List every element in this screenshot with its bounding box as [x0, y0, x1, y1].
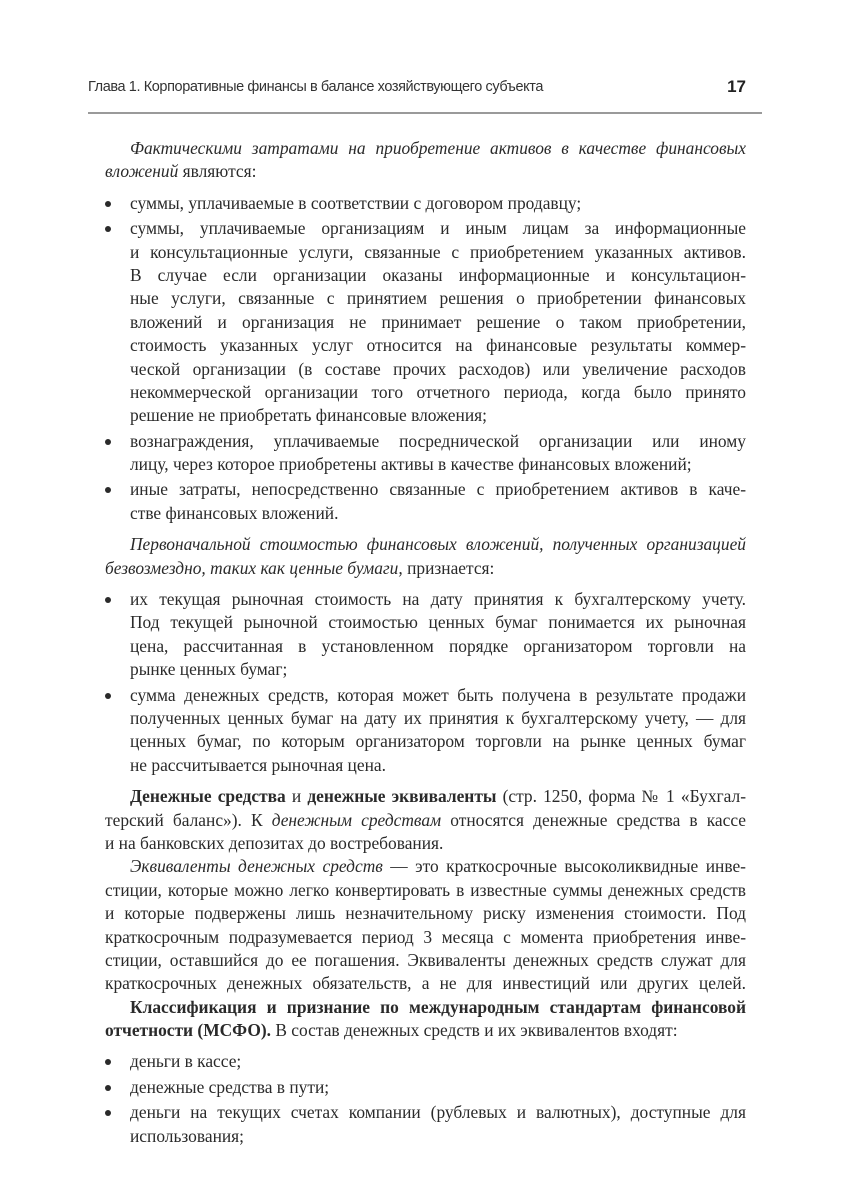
text-span: стиции, которые можно легко конвертировать в известные суммы денежных средств: [105, 879, 746, 900]
bullet-item: [105, 1050, 746, 1073]
bullet-item: [105, 588, 746, 682]
text-span: (стр. 1250, форма № 1 «Бухгал-: [496, 786, 746, 807]
text-span: цена, рассчитанная в установленном порядке организатором торговли на: [130, 635, 746, 656]
bullet-icon: [105, 1110, 111, 1116]
text-line: [105, 996, 746, 1019]
paragraph: [105, 785, 746, 855]
running-header: [88, 76, 762, 114]
text-line: [105, 902, 746, 925]
text-line: [105, 926, 746, 949]
text-line: [130, 1050, 746, 1073]
chapter-title: Глава 1. Корпоративные финансы в балансе хозяйствующего субъекта: [88, 79, 543, 95]
text-line: [105, 972, 746, 995]
text-span: некоммерческой организации того отчетного периода, когда было принято: [130, 381, 746, 402]
bullet-icon: [105, 201, 111, 207]
bullet-item: [105, 1076, 746, 1099]
text-line: [105, 1019, 746, 1042]
text-line: [105, 137, 746, 160]
text-span: Под текущей рыночной стоимостью ценных бумаг понимается их рыночная: [130, 612, 746, 633]
bullet-item: [105, 192, 746, 215]
text-span: вознаграждения, уплачиваемые посреднической организации или иному: [130, 430, 746, 451]
text-line: [130, 217, 746, 240]
bullet-icon: [105, 226, 111, 232]
text-span: относятся денежные средства в кассе: [441, 809, 747, 830]
text-line: [130, 241, 746, 264]
text-line: [130, 334, 746, 357]
text-span: не рассчитывается рыночная цена.: [130, 754, 386, 775]
text-line: [130, 1125, 746, 1148]
text-span: полученных ценных бумаг на дату их принятия к бухгалтерскому учету, — для: [130, 707, 746, 728]
text-span: признается:: [402, 557, 495, 578]
bullet-item: [105, 1101, 746, 1148]
bullet-item: [105, 430, 746, 477]
italic-term: денежным средствам: [271, 809, 442, 830]
text-span: сумма денежных средств, которая может быть получена в результате продажи: [130, 684, 746, 705]
text-line: [130, 453, 746, 476]
text-span: решение не приобретать финансовые вложения;: [130, 405, 487, 426]
text-span: — это краткосрочные высоколиквидные инве-: [382, 856, 746, 877]
text-line: [105, 557, 746, 580]
text-line: [130, 658, 746, 681]
text-span: и консультационные услуги, связанные с приобретением указанных активов.: [130, 241, 746, 262]
paragraph: [105, 137, 746, 184]
italic-term: Первоначальной стоимостью финансовых вложений, полученных организацией: [130, 534, 746, 555]
italic-term: вложений: [105, 161, 179, 182]
text-span: вложений и организация не принимает решение о таком приобретении,: [130, 311, 746, 332]
text-line: [105, 533, 746, 556]
page-body: [105, 137, 746, 1148]
text-line: [130, 381, 746, 404]
text-line: [105, 949, 746, 972]
text-line: [130, 1101, 746, 1124]
text-span: являются:: [178, 161, 257, 182]
text-span: ческой организации (в составе прочих расходов) или увеличение расходов: [130, 358, 746, 379]
italic-term: Эквиваленты денежных средств: [130, 856, 383, 877]
text-line: [130, 478, 746, 501]
text-span: их текущая рыночная стоимость на дату принятия к бухгалтерскому учету.: [130, 589, 746, 610]
bold-term: отчетности (МСФО).: [105, 1020, 272, 1041]
paragraph: [105, 855, 746, 995]
page-number: 17: [727, 77, 746, 96]
text-span: и на банковских депозитах до востребования.: [105, 832, 444, 853]
text-span: В случае если организации оказаны информационные и консультацион-: [130, 264, 746, 285]
text-line: [130, 707, 746, 730]
text-line: [130, 311, 746, 334]
text-span: денежные средства в пути;: [130, 1076, 330, 1097]
text-line: [130, 730, 746, 753]
text-line: [130, 502, 746, 525]
text-span: лицу, через которое приобретены активы в качестве финансовых вложений;: [130, 454, 692, 475]
text-span: иные затраты, непосредственно связанные с приобретением активов в каче-: [130, 479, 746, 500]
text-span: суммы, уплачиваемые организациям и иным лицам за информационные: [130, 218, 746, 239]
text-line: [130, 358, 746, 381]
text-span: краткосрочных денежных обязательств, а не для инвестиций или других целей.: [105, 973, 746, 994]
text-span: ные услуги, связанные с принятием решения о приобретении финансовых: [130, 288, 746, 309]
text-line: [130, 611, 746, 634]
text-span: суммы, уплачиваемые в соответствии с договором продавцу;: [130, 192, 582, 213]
text-line: [105, 160, 746, 183]
text-line: [105, 855, 746, 878]
text-line: [130, 264, 746, 287]
text-span: деньги в кассе;: [130, 1051, 242, 1072]
bullet-item: [105, 684, 746, 778]
text-span: краткосрочным подразумевается период 3 месяца с момента приобретения инве-: [105, 926, 746, 947]
bullet-icon: [105, 487, 111, 493]
bullet-icon: [105, 693, 111, 699]
text-span: стиции, оставшийся до ее погашения. Эквиваленты денежных средств служат для: [105, 949, 746, 970]
text-line: [130, 1076, 746, 1099]
text-span: рынке ценных бумаг;: [130, 659, 288, 680]
bold-term: Денежные средства: [130, 786, 286, 807]
text-span: ценных бумаг, по которым организатором торговли на рынке ценных бумаг: [130, 731, 746, 752]
bullet-item: [105, 478, 746, 525]
text-span: стве финансовых вложений.: [130, 502, 339, 523]
text-span: В состав денежных средств и их эквивалентов входят:: [271, 1020, 678, 1041]
bullet-icon: [105, 597, 111, 603]
bullet-item: [105, 217, 746, 428]
text-line: [130, 754, 746, 777]
paragraph: [105, 533, 746, 580]
text-line: [105, 785, 746, 808]
bullet-icon: [105, 439, 111, 445]
paragraph: [105, 996, 746, 1043]
text-line: [130, 192, 746, 215]
text-line: [105, 879, 746, 902]
italic-term: Фактическими затратами на приобретение активов в качестве финансовых: [130, 138, 746, 158]
text-line: [105, 809, 746, 832]
text-span: терский баланс»). К: [105, 809, 272, 830]
bullet-icon: [105, 1059, 111, 1065]
text-line: [130, 404, 746, 427]
text-line: [130, 430, 746, 453]
bullet-icon: [105, 1085, 111, 1091]
text-span: и: [285, 786, 308, 807]
bold-term: Классификация и признание по международным стандартам финансовой: [130, 996, 746, 1017]
text-line: [105, 832, 746, 855]
bold-term: денежные эквиваленты: [307, 786, 497, 807]
text-span: стоимость указанных услуг относится на финансовые результаты коммер-: [130, 335, 746, 356]
text-line: [130, 287, 746, 310]
text-line: [130, 588, 746, 611]
text-span: и которые подвержены лишь незначительному риску изменения стоимости. Под: [105, 903, 746, 924]
text-line: [130, 684, 746, 707]
text-span: деньги на текущих счетах компании (рублевых и валютных), доступные для: [130, 1102, 746, 1123]
text-span: использования;: [130, 1125, 245, 1146]
text-line: [130, 635, 746, 658]
italic-term: безвозмездно, таких как ценные бумаги,: [105, 557, 403, 578]
